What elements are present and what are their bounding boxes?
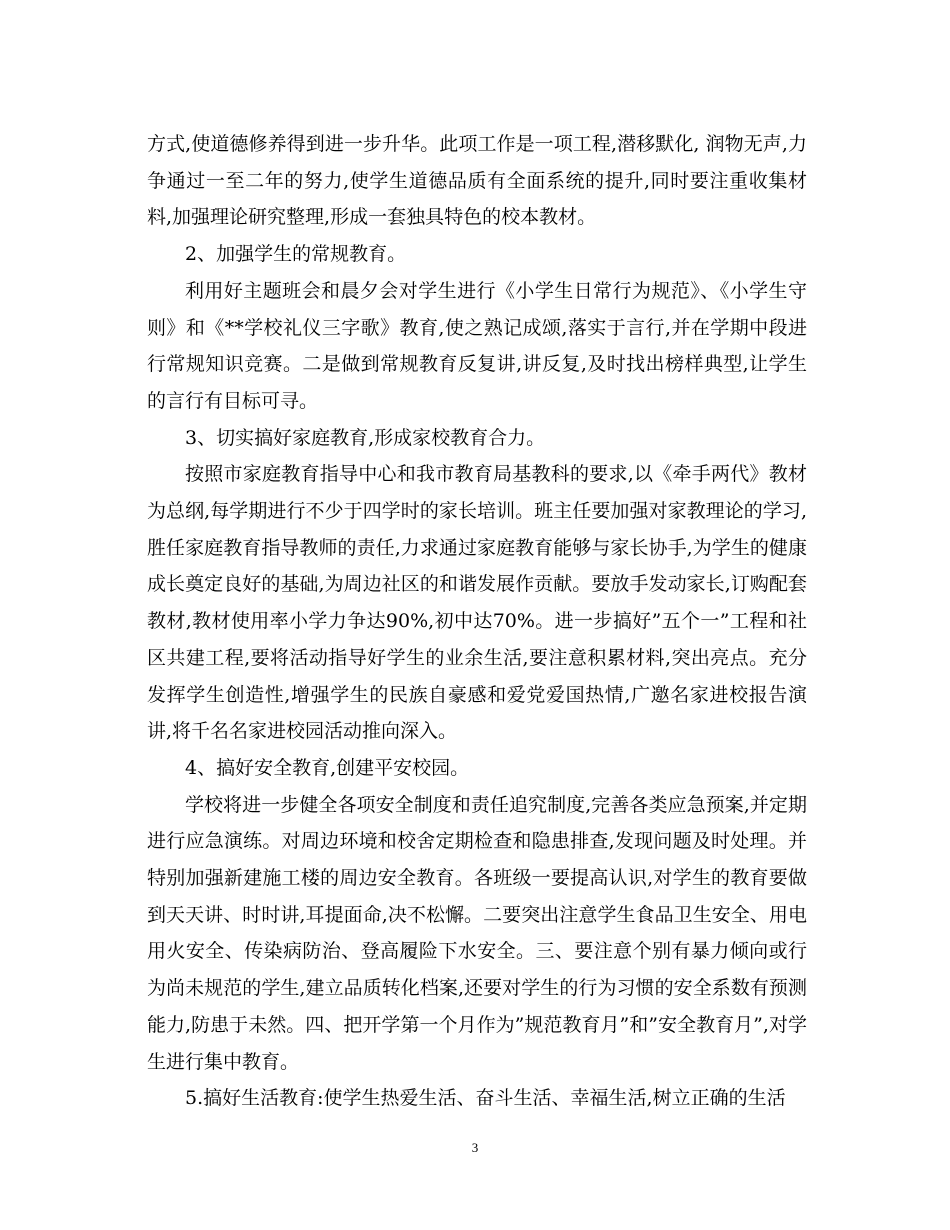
paragraph-routine-education: 利用好主题班会和晨夕会对学生进行《小学生日常行为规范》、《小学生守则》和《**学校礼仪三字歌》教育,使之熟记成颂,落实于言行,并在学期中段进行常规知识竞赛。二是做到常规教育反复讲,讲反复,及时找出榜样典型,让学生的言行有目标可寻。	[147, 279, 807, 412]
heading-life-education: 5.搞好生活教育:使学生热爱生活、奋斗生活、幸福生活,树立正确的生活	[185, 1087, 786, 1110]
paragraph-safety-education: 学校将进一步健全各项安全制度和责任追究制度,完善各类应急预案,并定期进行应急演练。对周边环境和校舍定期检查和隐患排查,发现问题及时处理。并特别加强新建施工楼的周边安全教育。各班级一要提高认识,对学生的教育要做到天天讲、时时讲,耳提面命,决不松懈。二要突出注意学生食品卫生安全、用电用火安全、传染病防治、登高履险下水安全。三、要注意个别有暴力倾向或行为尚未规范的学生,建立品质转化档案,还要对学生的行为习惯的安全系数有预测能力,防患于未然。四、把开学第一个月作为”规范教育月”和”安全教育月”,对学生进行集中教育。	[147, 793, 807, 1073]
heading-family-education: 3、切实搞好家庭教育,形成家校教育合力。	[185, 426, 546, 449]
paragraph-family-education: 按照市家庭教育指导中心和我市教育局基教科的要求,以《牵手两代》教材为总纲,每学期进行不少于四学时的家长培训。班主任要加强对家教理论的学习, 胜任家庭教育指导教师的责任,力求通过家庭教育能够与家长协手,为学生的健康成长奠定良好的基础,为周边社区的和谐发展作贡献。要放手发动家长,订购配套教材,教材使用率小学力争达90%,初中达70%。进一步搞好”五个一”工程和社区共建工程,要将活动指导好学生的业余生活,要注意积累材料,突出亮点。充分发挥学生创造性,增强学生的民族自豪感和爱党爱国热情,广邀名家进校报告演讲,将千名名家进校园活动推向深入。	[147, 463, 807, 743]
heading-routine-education: 2、加强学生的常规教育。	[185, 243, 407, 266]
paragraph-continuation: 方式,使道德修养得到进一步升华。此项工作是一项工程,潜移默化, 润物无声,力争通过一至二年的努力,使学生道德品质有全面系统的提升,同时要注重收集材料,加强理论研究整理,形成一套独具特色的校本教材。	[147, 133, 807, 229]
body-text	[147, 126, 807, 1117]
heading-safety-education: 4、搞好安全教育,创建平安校园。	[185, 756, 470, 779]
page-number: 3	[471, 1140, 479, 1155]
